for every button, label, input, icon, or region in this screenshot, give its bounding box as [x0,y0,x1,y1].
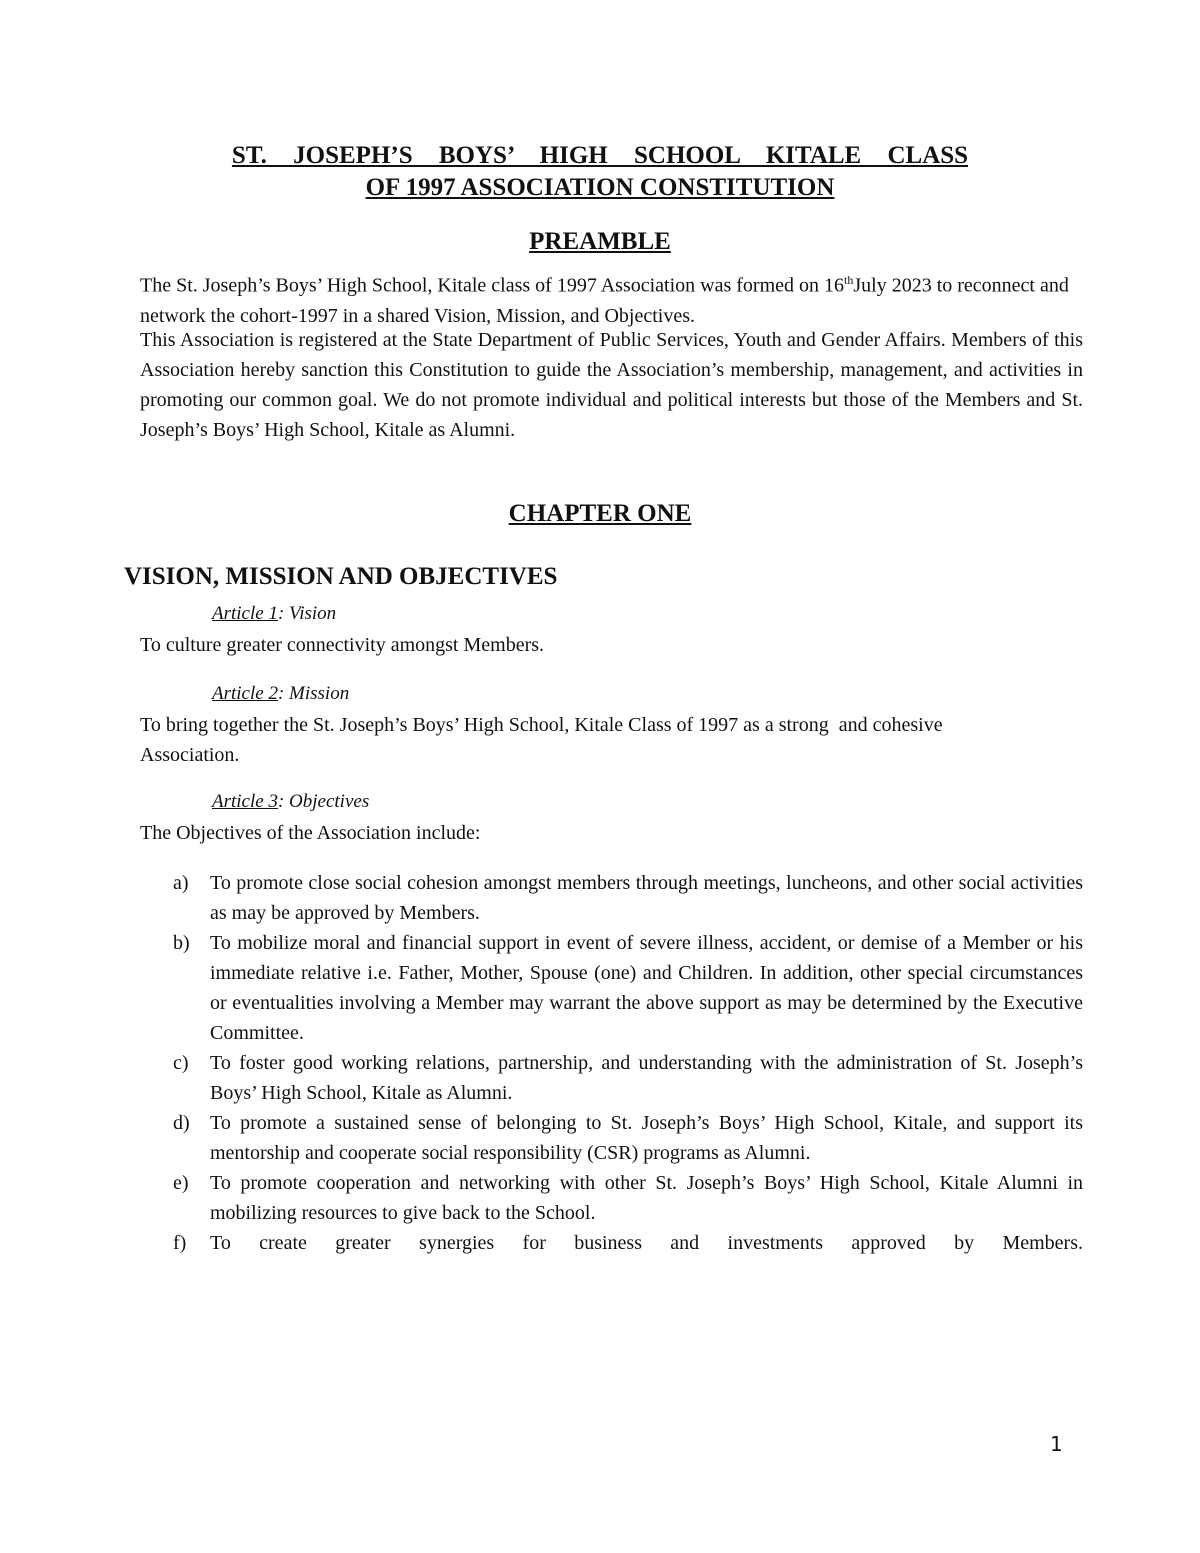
ordinal-suffix: th [844,273,854,287]
list-marker: c) [173,1052,189,1074]
article-3-heading [212,791,369,813]
preamble-paragraph-2: This Association is registered at the State Department of Public Services, Youth and Gender Affairs. Members of this Association hereby sanction this Constitution to guide the Association’s membership, management, and activities in promoting our common goal. We do not promote individual and political interests but those of the Members and St. Joseph’s Boys’ High School, Kitale as Alumni. [140,329,1083,441]
objective-item [140,928,1083,1048]
objective-text: To promote close social cohesion amongst members through meetings, luncheons, and other social activities as may be approved by Members. [210,872,1083,924]
objective-text: To create greater synergies for business and investments approved by Members. [210,1232,1083,1254]
objective-text: To promote a sustained sense of belonging to St. Joseph’s Boys’ High School, Kitale, and support its mentorship and cooperate social responsibility (CSR) programs as Alumni. [210,1112,1083,1164]
preamble-text-part-1: The St. Joseph’s Boys’ High School, Kitale class of 1997 Association was formed on 16 [140,274,845,297]
article-1-text: To culture greater connectivity amongst Members. [140,634,545,656]
objective-text: To mobilize moral and financial support in event of severe illness, accident, or demise of a Member or his immediate relative i.e. Father, Mother, Spouse (one) and Children. In addition, other special circumstances or eventualities involving a Member may warrant the above support as may be determined by the Executive Committee. [210,932,1083,1044]
list-marker: d) [173,1112,190,1134]
objective-item [140,1048,1083,1108]
list-marker: f) [173,1232,187,1254]
preamble-text-part-2: July 2023 to reconnect and network the cohort-1997 in a shared Vision, Mission, and Objectives. [140,274,1069,327]
preamble-heading: PREAMBLE [529,228,671,255]
document-title-line-1: ST. JOSEPH’S BOYS’ HIGH SCHOOL KITALE CLASS [231,142,969,169]
objective-item [140,1108,1083,1168]
objective-item [140,868,1083,928]
objective-item [140,1168,1083,1228]
article-2-label: Article 2 [212,683,278,704]
article-2-text: To bring together the St. Joseph’s Boys’ High School, Kitale Class of 1997 as a strong and cohesive Association. [140,714,947,766]
article-3-label: Article 3 [212,791,278,812]
list-marker: e) [173,1172,189,1194]
article-3-name: : Objectives [277,791,370,812]
article-1-heading [212,603,336,625]
article-1-label: Article 1 [212,603,278,624]
article-1-name: : Vision [277,603,337,624]
document-title-line-2: OF 1997 ASSOCIATION CONSTITUTION [365,174,835,201]
page-number: 1 [1050,1432,1063,1456]
preamble-paragraph-1 [140,265,1083,331]
objective-text: To promote cooperation and networking with other St. Joseph’s Boys’ High School, Kitale Alumni in mobilizing resources to give back to the School. [210,1172,1083,1224]
article-2-name: : Mission [277,683,350,704]
article-3-text: The Objectives of the Association include: [140,822,481,844]
objective-item [140,1228,1083,1258]
objective-text: To foster good working relations, partnership, and understanding with the administration of St. Joseph’s Boys’ High School, Kitale as Alumni. [210,1052,1083,1104]
objectives-list [140,868,1083,1258]
article-2-heading [212,683,349,705]
list-marker: a) [173,872,189,894]
section-heading: VISION, MISSION AND OBJECTIVES [124,563,558,590]
list-marker: b) [173,932,190,954]
chapter-heading: CHAPTER ONE [508,500,692,527]
